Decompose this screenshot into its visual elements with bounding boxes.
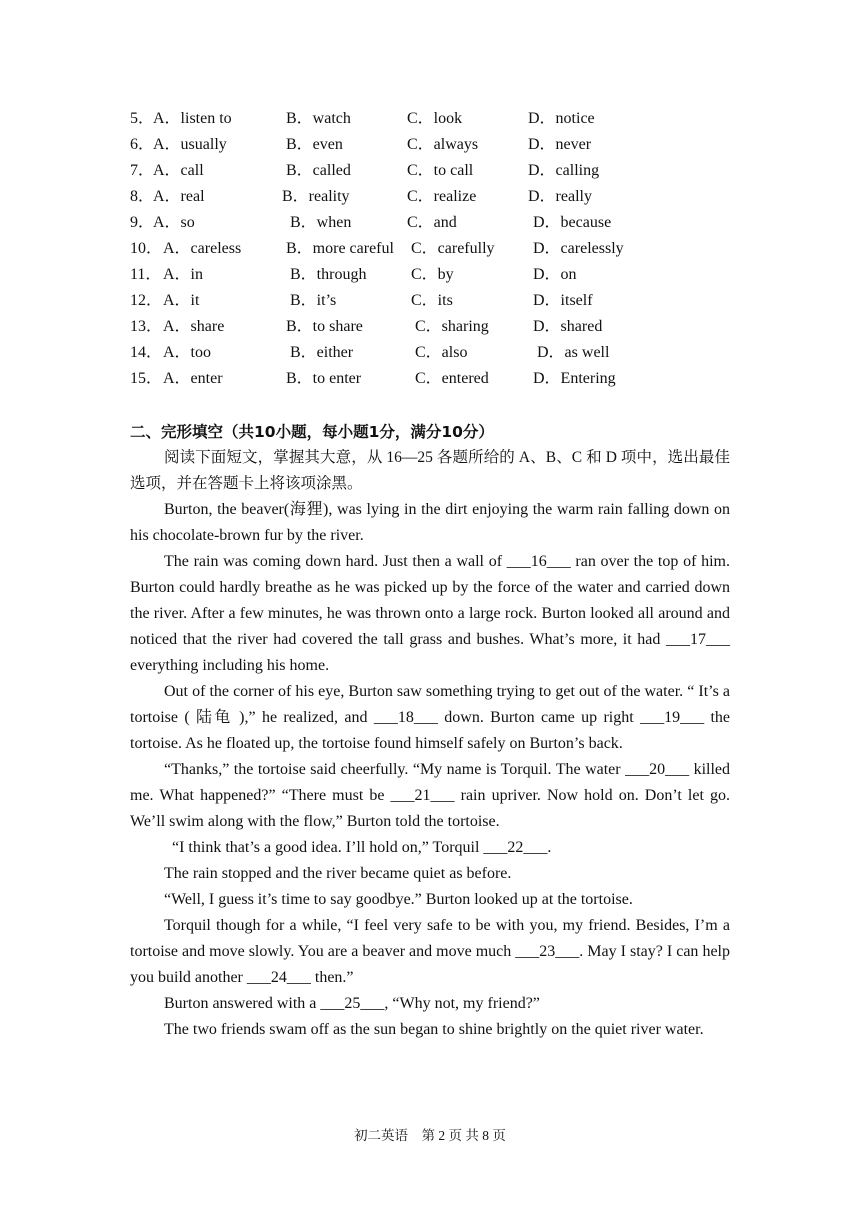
question-number: 13． (130, 318, 163, 335)
option-c: C．its (411, 292, 453, 309)
option-a: A．real (153, 188, 205, 205)
question-number: 5． (130, 110, 155, 127)
option-c: C．sharing (415, 318, 489, 335)
option-d: D．Entering (533, 370, 616, 387)
option-b: B．through (290, 266, 367, 283)
option-row-15 (130, 368, 770, 394)
option-a: A．too (163, 344, 212, 361)
option-d: D．notice (528, 110, 595, 127)
option-a: A．enter (163, 370, 223, 387)
option-c: C．to call (407, 162, 474, 179)
passage-paragraph: The rain was coming down hard. Just then a wall of ___16___ ran over the top of him. Burton could hardly breathe as he was picked up by the force of the water and carried down the river. After a few minutes, he was thrown onto a large rock. Burton looked all around and noticed that the river had covered the tall grass and bushes. What’s more, it had ___17___ everything including his home. (130, 553, 730, 674)
option-a: A．in (163, 266, 204, 283)
option-d: D．carelessly (533, 240, 624, 257)
option-a: A．careless (163, 240, 242, 257)
passage-paragraph: Burton, the beaver(海狸), was lying in the dirt enjoying the warm rain falling down on his chocolate-brown fur by the river. (130, 501, 730, 544)
option-b: B．when (290, 214, 352, 231)
option-b: B．either (290, 344, 354, 361)
option-b: B．reality (282, 188, 350, 205)
section-title: 二、完形填空（共10小题，每小题1分，满分10分） (130, 423, 494, 441)
passage-paragraph: “I think that’s a good idea. I’ll hold on,” Torquil ___22___. (172, 839, 552, 856)
option-b: B．more careful (286, 240, 394, 257)
option-row-5 (130, 108, 770, 134)
option-a: A．it (163, 292, 200, 309)
option-b: B．even (286, 136, 343, 153)
option-d: D．shared (533, 318, 603, 335)
option-row-14 (130, 342, 770, 368)
options-list (130, 108, 770, 394)
option-row-10 (130, 238, 770, 264)
option-b: B．watch (286, 110, 351, 127)
option-d: D．itself (533, 292, 593, 309)
option-d: D．calling (528, 162, 600, 179)
option-c: C．entered (415, 370, 489, 387)
question-number: 15． (130, 370, 163, 387)
option-c: C．carefully (411, 240, 495, 257)
passage-paragraph: “Well, I guess it’s time to say goodbye.” Burton looked up at the tortoise. (164, 891, 633, 908)
option-c: C．look (407, 110, 463, 127)
option-d: D．never (528, 136, 592, 153)
option-row-8 (130, 186, 770, 212)
passage-paragraph: The rain stopped and the river became quiet as before. (164, 865, 512, 882)
option-c: C．and (407, 214, 457, 231)
question-number: 10． (130, 240, 163, 257)
option-b: B．to share (286, 318, 363, 335)
option-b: B．it’s (290, 292, 337, 309)
passage-paragraph: Torquil though for a while, “I feel very safe to be with you, my friend. Besides, I’m a tortoise and move slowly. You are a beaver and move much ___23___. May I stay? I can help you build another ___24___ then.” (130, 917, 730, 986)
option-row-6 (130, 134, 770, 160)
option-a: A．usually (153, 136, 227, 153)
option-c: C．by (411, 266, 454, 283)
option-c: C．also (415, 344, 468, 361)
option-a: A．listen to (153, 110, 232, 127)
question-number: 14． (130, 344, 163, 361)
option-row-13 (130, 316, 770, 342)
question-number: 12． (130, 292, 163, 309)
passage-paragraph: The two friends swam off as the sun began to shine brightly on the quiet river water. (164, 1021, 704, 1038)
option-row-12 (130, 290, 770, 316)
option-row-9 (130, 212, 770, 238)
cloze-passage (130, 445, 730, 1043)
passage-paragraph: Out of the corner of his eye, Burton saw something trying to get out of the water. “ It’s a tortoise ( 陆龟 ),” he realized, and ___18___ down. Burton came up right ___19___ the tortoise. As he floated up, the tortoise found himself safely on Burton’s back. (130, 683, 730, 752)
page-footer: 初二英语 第 2 页 共 8 页 (354, 1128, 506, 1143)
option-a: A．so (153, 214, 195, 231)
option-c: C．realize (407, 188, 477, 205)
option-c: C．always (407, 136, 479, 153)
passage-paragraph: “Thanks,” the tortoise said cheerfully. “My name is Torquil. The water ___20___ killed me. What happened?” “There must be ___21___ rain upriver. Now hold on. Don’t let go. We’ll swim along with the flow,” Burton told the tortoise. (130, 761, 730, 830)
option-b: B．to enter (286, 370, 362, 387)
option-row-7 (130, 160, 770, 186)
question-number: 7． (130, 162, 155, 179)
option-a: A．share (163, 318, 225, 335)
question-number: 8． (130, 188, 155, 205)
option-d: D．as well (537, 344, 610, 361)
passage-paragraph: Burton answered with a ___25___, “Why not, my friend?” (164, 995, 540, 1012)
option-a: A．call (153, 162, 204, 179)
question-number: 6． (130, 136, 155, 153)
question-number: 9． (130, 214, 155, 231)
option-b: B．called (286, 162, 351, 179)
instruction-text: 阅读下面短文，掌握其大意，从 16—25 各题所给的 A、B、C 和 D 项中，选出最佳选项，并在答题卡上将该项涂黑。 (130, 449, 730, 492)
option-d: D．on (533, 266, 577, 283)
option-d: D．because (533, 214, 612, 231)
option-row-11 (130, 264, 770, 290)
question-number: 11． (130, 266, 162, 283)
option-d: D．really (528, 188, 592, 205)
